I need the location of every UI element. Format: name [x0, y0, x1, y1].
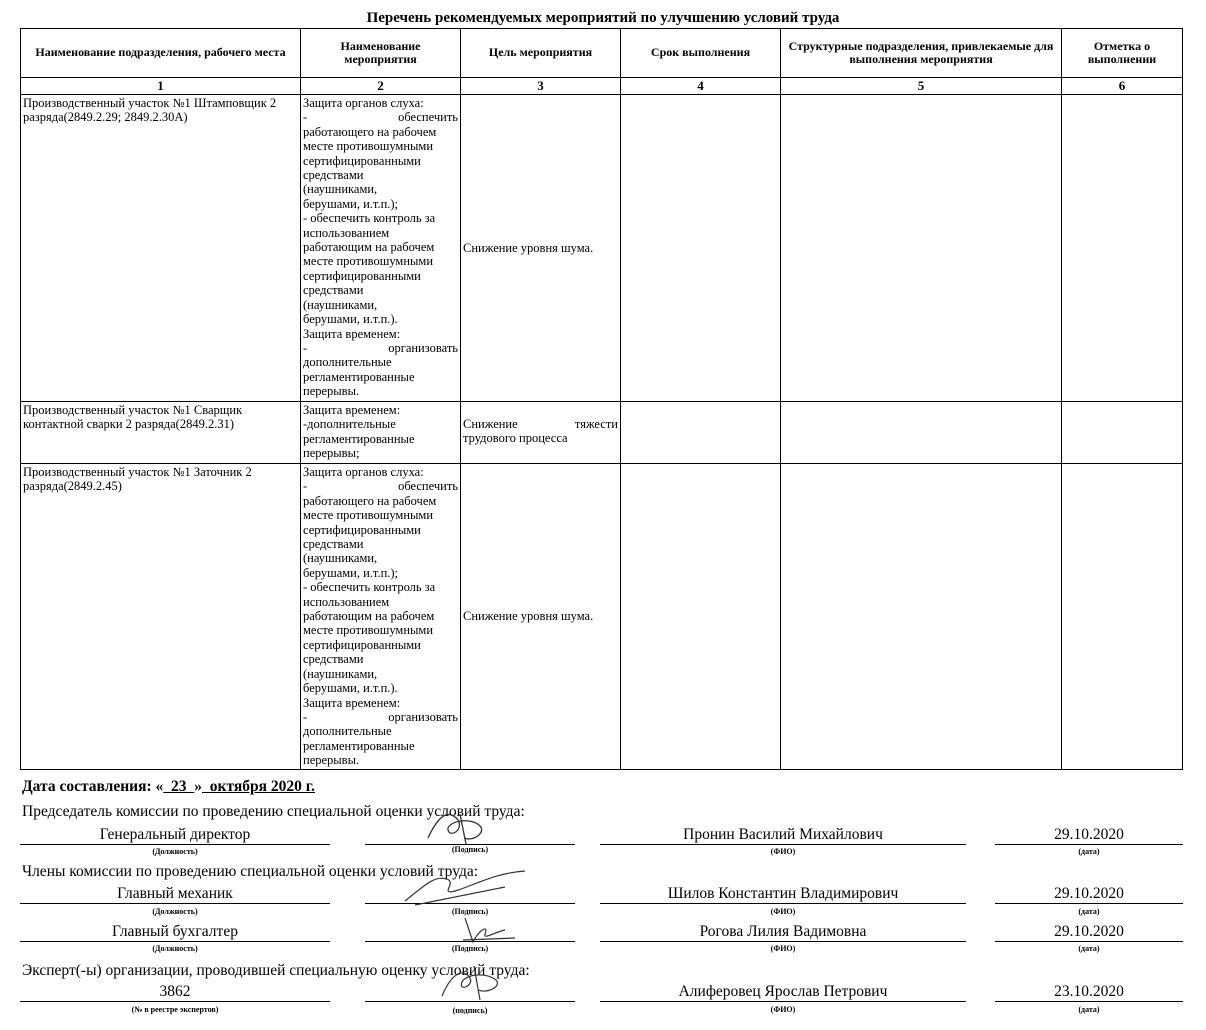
- column-number: 2: [301, 78, 461, 95]
- header-mark: Отметка о выполнении: [1062, 29, 1183, 78]
- header-term: Срок выполнения: [621, 29, 781, 78]
- date-month: октября: [209, 778, 268, 795]
- column-number: 3: [461, 78, 621, 95]
- date-open-quote: «: [155, 778, 164, 795]
- text-line: работающего на рабочем: [303, 124, 437, 139]
- text-line: месте противошумными: [303, 623, 434, 638]
- member-2-name: Рогова Лилия Вадимовна: [600, 923, 966, 942]
- expert-date: 23.10.2020: [995, 983, 1183, 1002]
- text-line: регламентированные: [303, 738, 415, 753]
- table-number-row: [21, 78, 1183, 95]
- text-line: (наушниками,: [303, 297, 378, 312]
- text-line: (наушниками,: [303, 182, 378, 197]
- text-line: (наушниками,: [303, 551, 378, 566]
- text-line: регламентированные: [303, 369, 415, 384]
- header-workplace: Наименование подразделения, рабочего места: [21, 29, 301, 78]
- header-measure: Наименование мероприятия: [301, 29, 461, 78]
- table-header-row: [21, 29, 1183, 78]
- text-line: средствами: [303, 652, 364, 667]
- text-line: месте противошумными: [303, 508, 434, 523]
- table-row: [21, 95, 1183, 402]
- text-line: работающим на рабочем: [303, 240, 435, 255]
- workplace-cell: Производственный участок №1 Штамповщик 2 разряда(2849.2.29; 2849.2.30А): [21, 95, 301, 402]
- text-line: берушами, и.т.п.).: [303, 312, 398, 327]
- goal-cell: Снижение уровня шума.: [461, 95, 621, 402]
- departments-cell: [781, 95, 1062, 402]
- text-line: берушами, и.т.п.).: [303, 681, 398, 696]
- text-line: - обеспечить: [303, 479, 458, 494]
- member-1-date: 29.10.2020: [995, 885, 1183, 904]
- measure-cell: [301, 95, 461, 402]
- text-line: берушами, и.т.п.);: [303, 565, 399, 580]
- member-2-signature-icon: [455, 912, 525, 946]
- text-line: сертифицированными: [303, 153, 421, 168]
- text-line: средствами: [303, 537, 364, 552]
- text-line: -дополнительные: [303, 417, 396, 432]
- caption-fio: (ФИО): [770, 907, 796, 916]
- text-line: Защита временем:: [303, 326, 401, 341]
- text-line: Защита временем:: [303, 695, 401, 710]
- caption-position: (Должность): [152, 847, 198, 856]
- date-close-quote: »: [194, 778, 203, 795]
- measures-table: [20, 28, 1183, 770]
- term-cell: [621, 402, 781, 464]
- chair-signature-icon: [420, 808, 500, 848]
- text-line: средствами: [303, 168, 364, 183]
- table-row: [21, 402, 1183, 464]
- column-number: 5: [781, 78, 1062, 95]
- caption-registry: (№ в реестре экспертов): [131, 1005, 219, 1014]
- caption-signature: (Подпись): [451, 907, 489, 916]
- text-line: сертифицированными: [303, 522, 421, 537]
- caption-date: (дата): [1078, 1005, 1100, 1014]
- expert-registry-number: 3862: [20, 983, 330, 1002]
- text-line: трудового процесса: [463, 431, 568, 446]
- text-line: работающим на рабочем: [303, 609, 435, 624]
- term-cell: [621, 95, 781, 402]
- measure-cell: [301, 402, 461, 464]
- column-number: 4: [621, 78, 781, 95]
- departments-cell: [781, 402, 1062, 464]
- goal-cell: Снижение уровня шума.: [461, 464, 621, 770]
- term-cell: [621, 464, 781, 770]
- text-line: берушами, и.т.п.);: [303, 196, 399, 211]
- column-number: 1: [21, 78, 301, 95]
- date-year: 2020 г.: [270, 778, 315, 795]
- text-line: перерывы;: [303, 446, 360, 461]
- text-line: перерывы.: [303, 384, 360, 399]
- member-1-position: Главный механик: [20, 885, 330, 904]
- caption-position: (Должность): [152, 907, 198, 916]
- chair-label: Председатель комиссии по проведению специальной оценки условий труда:: [22, 803, 525, 820]
- compilation-date: [22, 778, 315, 796]
- text-line: месте противошумными: [303, 139, 434, 154]
- text-line: перерывы.: [303, 753, 360, 768]
- text-line: работающего на рабочем: [303, 493, 437, 508]
- departments-cell: [781, 464, 1062, 770]
- goal-cell: [461, 402, 621, 464]
- caption-fio: (ФИО): [770, 944, 796, 953]
- text-line: - обеспечить: [303, 110, 458, 125]
- caption-signature: (подпись): [452, 1006, 488, 1015]
- chair-date: 29.10.2020: [995, 826, 1183, 845]
- text-line: сертифицированными: [303, 637, 421, 652]
- text-line: дополнительные: [303, 355, 392, 370]
- caption-position: (Должность): [152, 944, 198, 953]
- table-row: [21, 464, 1183, 770]
- mark-cell: [1062, 95, 1183, 402]
- column-number: 6: [1062, 78, 1183, 95]
- member-1-name: Шилов Константин Владимирович: [600, 885, 966, 904]
- workplace-cell: Производственный участок №1 Заточник 2 разряда(2849.2.45): [21, 464, 301, 770]
- text-line: сертифицированными: [303, 268, 421, 283]
- expert-name: Алиферовец Ярослав Петрович: [600, 983, 966, 1002]
- text-line: - организовать: [303, 709, 458, 724]
- caption-date: (дата): [1078, 847, 1100, 856]
- text-line: использованием: [303, 594, 390, 609]
- mark-cell: [1062, 464, 1183, 770]
- text-line: регламентированные: [303, 431, 415, 446]
- caption-date: (дата): [1078, 907, 1100, 916]
- text-line: Снижение тяжести: [463, 417, 618, 431]
- date-label: Дата составления:: [22, 778, 152, 795]
- header-goal: Цель мероприятия: [461, 29, 621, 78]
- text-line: использованием: [303, 225, 390, 240]
- date-day: 23: [171, 778, 187, 795]
- text-line: Защита органов слуха:: [303, 465, 424, 479]
- text-line: - организовать: [303, 340, 458, 355]
- caption-signature: (Подпись): [451, 944, 489, 953]
- text-line: (наушниками,: [303, 666, 378, 681]
- text-line: Защита органов слуха:: [303, 96, 424, 110]
- caption-signature: (Подпись): [451, 845, 489, 854]
- text-line: - обеспечить контроль за: [303, 211, 436, 226]
- text-line: дополнительные: [303, 724, 392, 739]
- header-departments: Структурные подразделения, привлекаемые для выполнения мероприятия: [781, 29, 1062, 78]
- members-label: Члены комиссии по проведению специальной оценки условий труда:: [22, 863, 479, 880]
- chair-name: Пронин Василий Михайлович: [600, 826, 966, 845]
- text-line: Защита временем:: [303, 403, 401, 417]
- caption-fio: (ФИО): [770, 847, 796, 856]
- text-line: средствами: [303, 283, 364, 298]
- member-2-position: Главный бухгалтер: [20, 923, 330, 942]
- caption-fio: (ФИО): [770, 1005, 796, 1014]
- expert-label: Эксперт(-ы) организации, проводившей специальную оценку условий труда:: [22, 962, 530, 979]
- member-2-date: 29.10.2020: [995, 923, 1183, 942]
- caption-date: (дата): [1078, 944, 1100, 953]
- expert-signature-icon: [430, 962, 520, 1002]
- measure-cell: [301, 464, 461, 770]
- text-line: месте противошумными: [303, 254, 434, 269]
- document-title: Перечень рекомендуемых мероприятий по улучшению условий труда: [366, 10, 840, 26]
- chair-position: Генеральный директор: [20, 826, 330, 845]
- mark-cell: [1062, 402, 1183, 464]
- workplace-cell: Производственный участок №1 Сварщик контактной сварки 2 разряда(2849.2.31): [21, 402, 301, 464]
- member-1-signature-icon: [395, 865, 535, 907]
- text-line: - обеспечить контроль за: [303, 580, 436, 595]
